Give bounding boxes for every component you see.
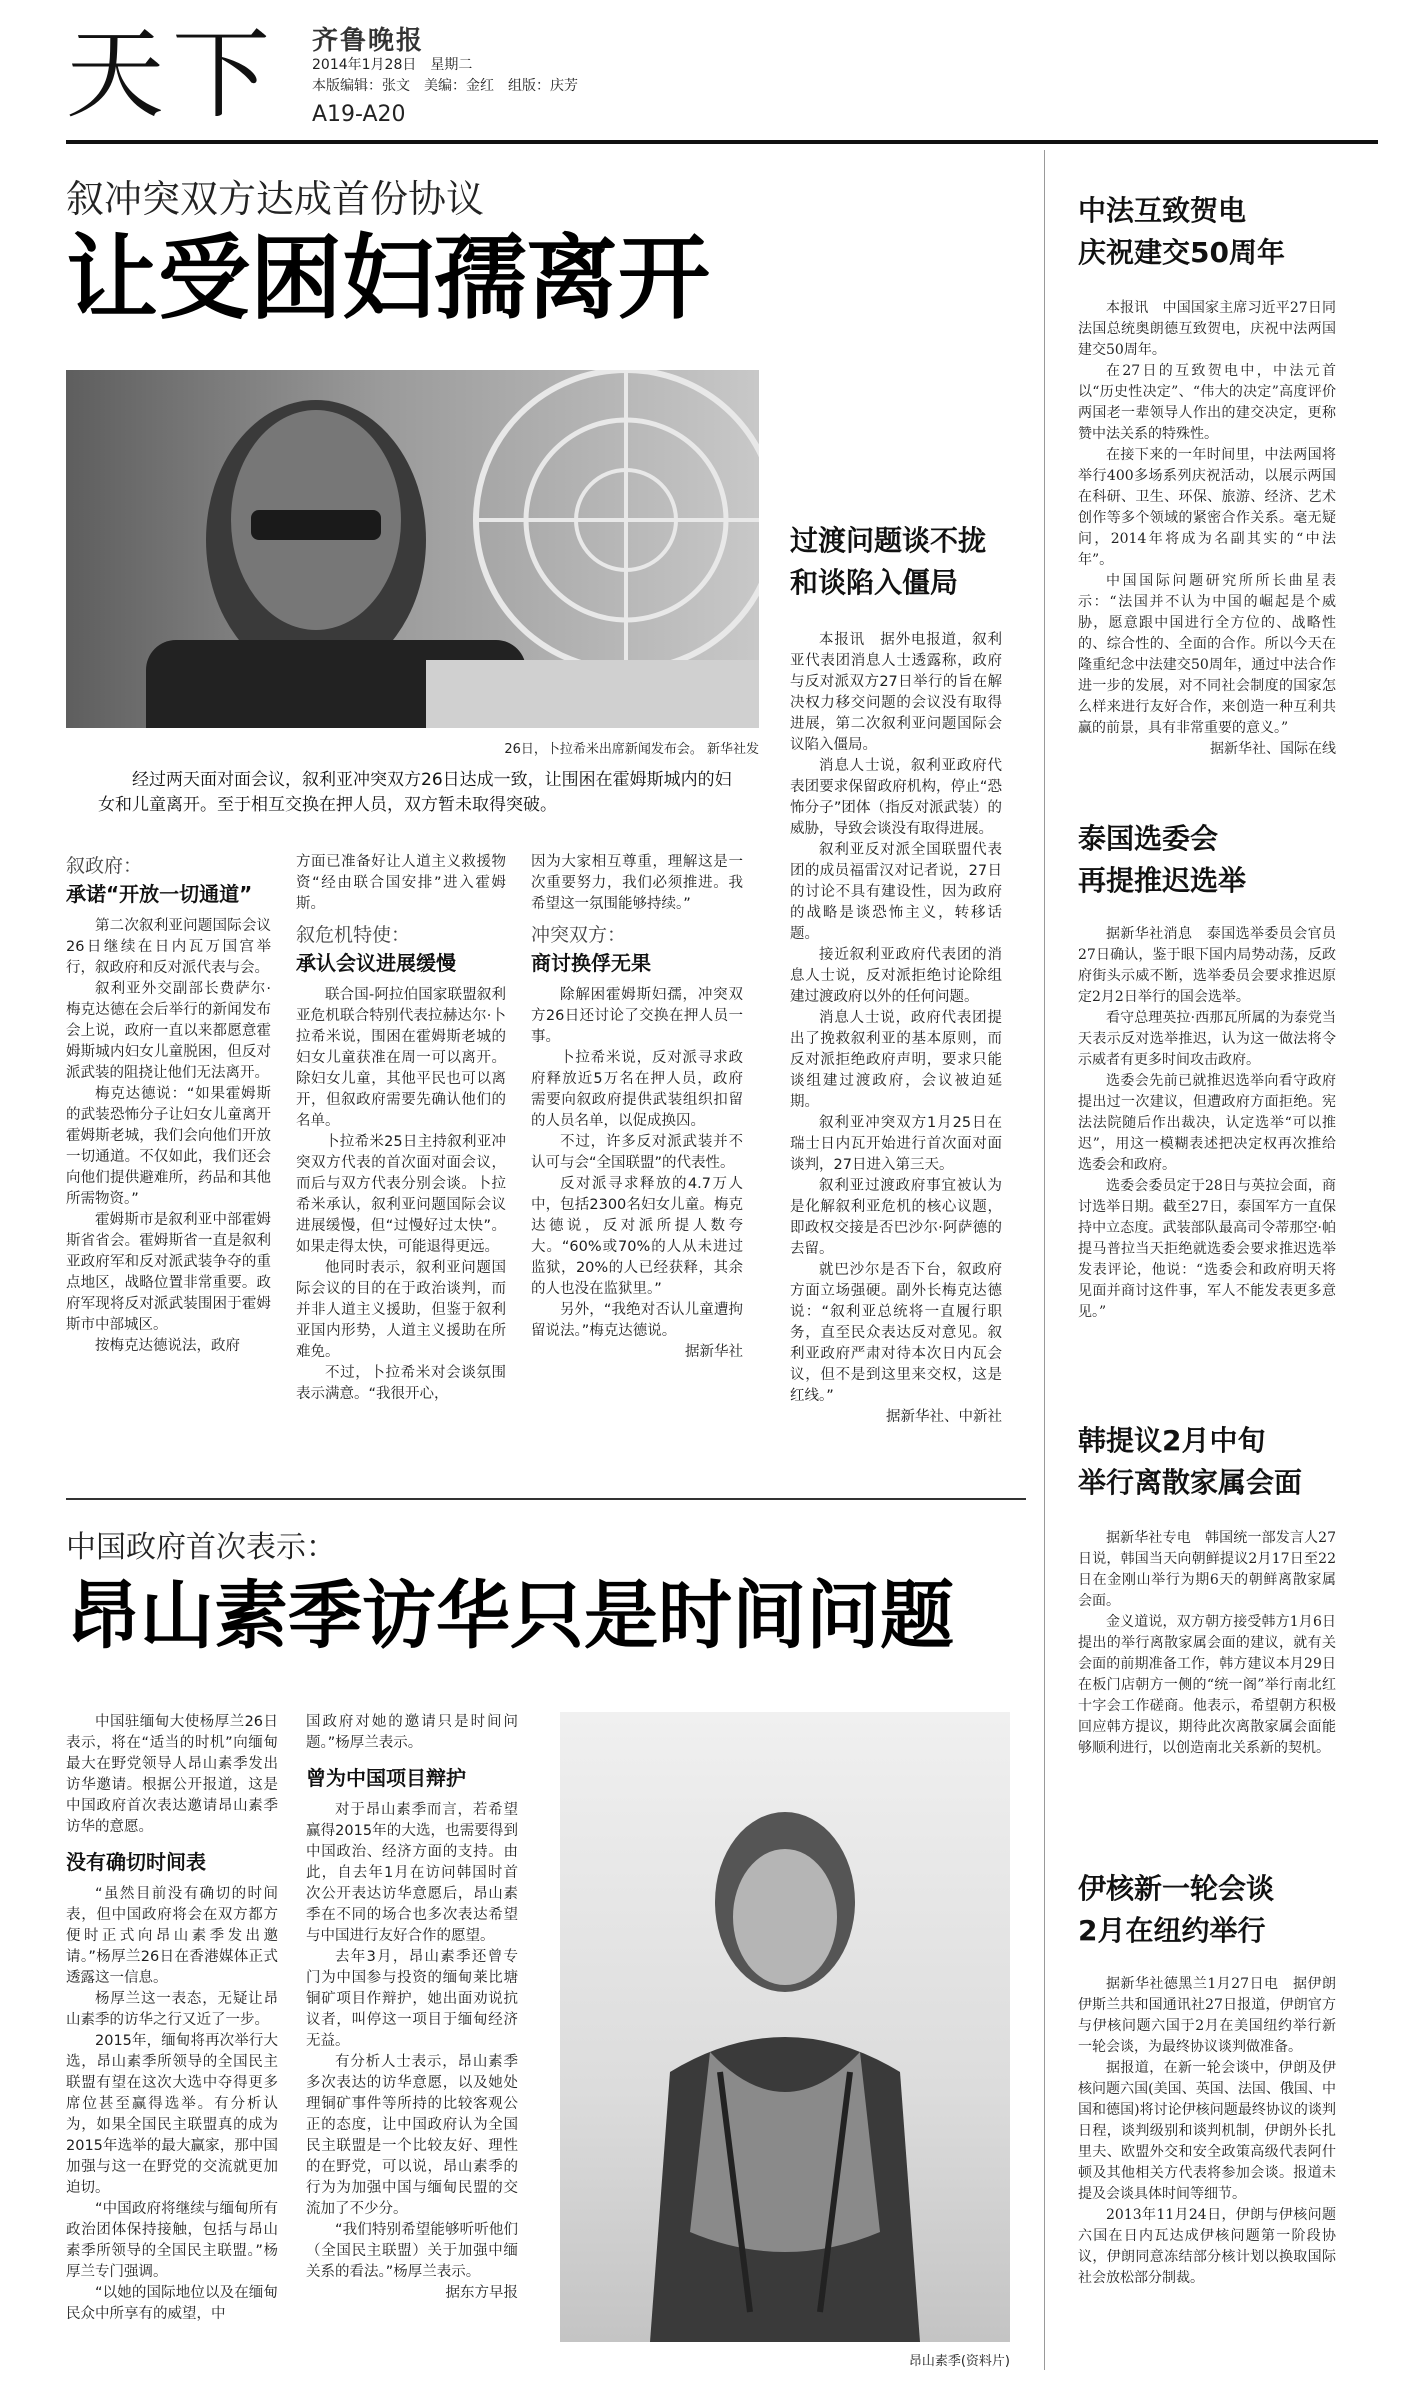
paragraph: 联合国-阿拉伯国家联盟叙利亚危机联合特别代表拉赫达尔·卜拉希米说，围困在霍姆斯老城的妇女儿童获准在周一可以离开。除妇女儿童，其他平民也可以离开，但叙政府需要先确认他们的名单。 [296,987,506,1129]
story1-caption: 26日，卜拉希米出席新闻发布会。 新华社发 [504,742,759,757]
paragraph: 卜拉希米说，反对派寻求政府释放近5万名在押人员，政府需要向叙政府提供武装组织扣留的人员名单，以促成换囚。 [531,1050,743,1129]
brief-heading-line: 庆祝建交50周年 [1078,236,1285,269]
story2-source: 据东方早报 [445,2285,518,2301]
paragraph: 不过，卜拉希米对会谈氛围表示满意。“我很开心， [296,1365,506,1402]
story1-column-4 [790,630,1002,1458]
paragraph: 2013年11月24日，伊朗与伊核问题六国在日内瓦达成伊核问题第一阶段协议，伊朗同意冻结部分核计划以换取国际社会放松部分制裁。 [1078,2207,1336,2286]
paragraph: 除解困霍姆斯妇孺，冲突双方26日还讨论了交换在押人员一事。 [531,987,743,1045]
story2-column-1 [66,1712,278,2372]
section3-heading: 商讨换俘无果 [531,951,651,975]
paragraph: 叙利亚外交副部长费萨尔·梅克达德在会后举行的新闻发布会上说，政府一直以来都愿意霍姆斯城内妇女儿童脱困，但反对派武装的阻挠让他们无法离开。 [66,981,271,1081]
paragraph: 就巴沙尔是否下台，叙政府方面立场强硬。副外长梅克达德说：“叙利亚总统将一直履行职务，直至民众表达反对意见。叙利亚政府严肃对待本次日内瓦会议，但不是到这里来交权，这是红线。” [790,1262,1002,1404]
brief-heading-line: 泰国选委会 [1078,822,1219,855]
paragraph: “以她的国际地位以及在缅甸民众中所享有的威望，中 [66,2285,278,2322]
paragraph: 选委会先前已就推迟选举向看守政府提出过一次建议，但遭政府方面拒绝。宪法法院随后作出裁决，认定选举“可以推迟”，用这一模糊表述把决定权再次推给选委会和政府。 [1078,1073,1336,1173]
story1-side-source: 据新华社、中新社 [886,1409,1002,1425]
paragraph: 梅克达德说：“如果霍姆斯的武装恐怖分子让妇女儿童离开霍姆斯老城，我们会向他们开放一切通道。不仅如此，我们还会向他们提供避难所，药品和其他所需物资。” [66,1086,271,1207]
sidebar-divider [1044,150,1045,2370]
paragraph: 有分析人士表示，昂山素季多次表达的访华意愿，以及她处理铜矿事件等所持的比较客观公正的态度，让中国政府认为全国民主联盟是一个比较友好、理性的在野党，可以说，昂山素季的行为为加强中国与缅甸民盟的交流加了不少分。 [306,2054,518,2217]
paragraph: 在27日的互致贺电中，中法元首以“历史性决定”、“伟大的决定”高度评价两国老一辈领导人作出的建交决定，更称赞中法关系的特殊性。 [1078,363,1336,442]
suu-kyi-photo-illustration [560,1712,1010,2342]
paragraph: 据报道，在新一轮会谈中，伊朗及伊核问题六国(美国、英国、法国、俄国、中国和德国)将讨论伊核问题最终协议的谈判日程，谈判级别和谈判机制，伊朗外长扎里夫、欧盟外交和安全政策高级代表阿什顿及其他相关方代表将参加会谈。报道未提及会谈具体时间等细节。 [1078,2060,1336,2202]
paragraph: 消息人士说，叙利亚政府代表团要求保留政府机构，停止“恐怖分子”团体（指反对派武装）的威胁，导致会谈没有取得进展。 [790,758,1002,837]
paragraph: 叙利亚反对派全国联盟代表团的成员福雷汉对记者说，27日的讨论不具有建设性，因为政府的战略是谈恐怖主义，转移话题。 [790,842,1002,942]
story2-photo [560,1712,1010,2342]
issue-weekday: 星期二 [430,57,473,73]
brief-heading-line: 再提推迟选举 [1078,864,1247,897]
paragraph: 2015年，缅甸将再次举行大选，昂山素季所领导的全国民主联盟有望在这次大选中夺得更多席位甚至赢得选举。有分析认为，如果全国民主联盟真的成为2015年选举的最大赢家，那中国加强与这一在野党的交流就更加迫切。 [66,2033,278,2196]
brief-heading-line: 韩提议2月中旬 [1078,1424,1266,1457]
brief-heading-line: 中法互致贺电 [1078,194,1247,227]
paragraph: 看守总理英拉·西那瓦所属的为泰党当天表示反对选举推迟，认为这一做法将令示威者有更多时间攻击政府。 [1078,1010,1336,1068]
paragraph: “我们特别希望能够听听他们（全国民主联盟）关于加强中缅关系的看法。”杨厚兰表示。 [306,2222,518,2280]
brief3-body [1078,1528,1336,1848]
paragraph: 金义道说，双方朝方接受韩方1月6日提出的举行离散家属会面的建议，就有关会面的前期准备工作，韩方建议本月29日在板门店朝方一侧的“统一阁”举行南北红十字会工作磋商。他表示，希望朝方积极回应韩方提议，期待此次离散家属会面能够顺利进行，以创造南北关系新的契机。 [1078,1614,1336,1756]
brahimi-photo-illustration [66,370,759,728]
paragraph: 叙利亚冲突双方1月25日在瑞士日内瓦开始进行首次面对面谈判，27日进入第三天。 [790,1115,1002,1173]
paragraph: 卜拉希米25日主持叙利亚冲突双方代表的首次面对面会议，而后与双方代表分别会谈。卜拉希米承认，叙利亚问题国际会议进展缓慢，但“过慢好过太快”。如果走得太快，可能退得更远。 [296,1134,506,1255]
issue-date: 2014年1月28日 [312,57,417,73]
story1-column-3 [531,852,743,1456]
story1-headline: 让受困妇孺离开 [66,225,711,332]
brief-heading-line: 伊核新一轮会谈 [1078,1872,1275,1905]
paragraph: 据新华社消息 泰国选举委员会官员27日确认，鉴于眼下国内局势动荡，反政府街头示威不断，选举委员会要求推迟原定2月2日举行的国会选举。 [1078,926,1336,1005]
paragraph: 中国驻缅甸大使杨厚兰26日表示，将在“适当的时机”向缅甸最大在野党领导人昂山素季发出访华邀请。根据公开报道，这是中国政府首次表达邀请昂山素季访华的意愿。 [66,1714,278,1835]
story2-column-2 [306,1712,518,2372]
story-divider [66,1498,1026,1500]
brief-heading-line: 举行离散家属会面 [1078,1466,1303,1499]
paragraph: 另外，“我绝对否认儿童遭拘留说法。”梅克达德说。 [531,1302,743,1339]
paragraph: “中国政府将继续与缅甸所有政治团体保持接触，包括与昂山素季所领导的全国民主联盟。”杨厚兰专门强调。 [66,2201,278,2280]
section-title: 天下 [66,18,279,132]
paragraph: 去年3月，昂山素季还曾专门为中国参与投资的缅甸莱比塘铜矿项目作辩护，她出面劝说抗议者，叫停这一项目于缅甸经济无益。 [306,1949,518,2049]
brief2-body [1078,924,1336,1398]
paragraph: 中国国际问题研究所所长曲星表示：“法国并不认为中国的崛起是个威胁，愿意跟中国进行全方位的、战略性的、综合性的、全面的合作。所以今天在隆重纪念中法建交50周年，通过中法合作进一步的发展，对不同社会制度的国家怎么样来进行友好合作，来创造一种互利共赢的前景，具有非常重要的意义。” [1078,573,1336,736]
side-heading-line: 和谈陷入僵局 [790,566,959,599]
story1-lead: 经过两天面对面会议，叙利亚冲突双方26日达成一致，让围困在霍姆斯城内的妇女和儿童离开。至于相互交换在押人员，双方暂未取得突破。 [98,770,732,815]
story2-caption: 昂山素季(资料片) [908,2354,1010,2369]
brief3-heading [1078,1420,1378,1504]
section1-kicker: 叙政府： [66,855,143,877]
paragraph: 杨厚兰这一表态，无疑让昂山素季的访华之行又近了一步。 [66,1991,278,2028]
side-heading-line: 过渡问题谈不拢 [790,524,987,557]
paragraph: 按梅克达德说法，政府 [95,1338,240,1354]
paragraph: 本报讯 据外电报道，叙利亚代表团消息人士透露称，政府与反对派双方27日举行的旨在解决权力移交问题的会议没有取得进展，第二次叙利亚问题国际会议陷入僵局。 [790,632,1002,753]
paragraph: 第二次叙利亚问题国际会议26日继续在日内瓦万国宫举行，叙政府和反对派代表与会。 [66,918,271,976]
paragraph: 据新华社专电 韩国统一部发言人27日说，韩国当天向朝鲜提议2月17日至22日在金刚山举行为期6天的朝鲜离散家属会面。 [1078,1530,1336,1609]
paragraph: 他同时表示，叙利亚问题国际会议的目的在于政治谈判，而并非人道主义援助，但鉴于叙利亚国内形势，人道主义援助在所难免。 [296,1260,506,1360]
paragraph: 方面已准备好让人道主义救援物资“经由联合国安排”进入霍姆斯。 [296,854,506,912]
paragraph: 消息人士说，政府代表团提出了挽救叙利亚的基本原则，而反对派拒绝政府声明，要求只能谈组建过渡政府，会议被迫延期。 [790,1010,1002,1110]
story2-kicker: 中国政府首次表示： [66,1530,336,1565]
paragraph: 因为大家相互尊重，理解这是一次重要努力，我们必须推进。我希望这一氛围能够持续。” [531,854,743,912]
story1-column-1 [66,852,271,1424]
paragraph: 接近叙利亚政府代表团的消息人士说，反对派拒绝讨论除组建过渡政府以外的任何问题。 [790,947,1002,1005]
story1-column-2 [296,852,506,1424]
paragraph: 对于昂山素季而言，若希望赢得2015年的大选，也需要得到中国政治、经济方面的支持。由此，自去年1月在访问韩国时首次公开表达访华意愿后，昂山素季在不同的场合也多次表达希望与中国进行友好合作的愿望。 [306,1802,518,1944]
brief4-heading [1078,1868,1378,1952]
brief-heading-line: 2月在纽约举行 [1078,1914,1266,1947]
paragraph: “虽然目前没有确切的时间表，但中国政府将会在双方都方便时正式向昂山素季发出邀请。”杨厚兰26日在香港媒体正式透露这一信息。 [66,1886,278,1986]
story1-kicker: 叙冲突双方达成首份协议 [66,177,485,221]
paragraph: 本报讯 中国国家主席习近平27日同法国总统奥朗德互致贺电，庆祝中法两国建交50周年。 [1078,300,1336,358]
page-range: A19-A20 [312,102,406,127]
paragraph: 选委会委员定于28日与英拉会面，商讨选举日期。截至27日，泰国军方一直保持中立态度。武装部队最高司令蒂那空·帕提马普拉当天拒绝就选委会要求推迟选举发表评论，他说：“选委会和政府明天将见面并商讨这件事，军人不能发表更多意见。” [1078,1178,1336,1320]
section2-heading: 承认会议进展缓慢 [296,951,456,975]
story1-source: 据新华社 [685,1344,743,1360]
paragraph: 不过，许多反对派武装并不认可与会“全国联盟”的代表性。 [531,1134,743,1171]
paragraph: 在接下来的一年时间里，中法两国将举行400多场系列庆祝活动，以展示两国在科研、卫生、环保、旅游、经济、艺术创作等多个领域的紧密合作关系。毫无疑问，2014年将成为名副其实的“中法年”。 [1078,447,1336,568]
brief2-heading [1078,818,1378,902]
paragraph: 叙利亚过渡政府事宜被认为是化解叙利亚危机的核心议题，即政权交接是否巴沙尔·阿萨德的去留。 [790,1178,1002,1257]
paragraph: 霍姆斯市是叙利亚中部霍姆斯省省会。霍姆斯省一直是叙利亚政府军和反对派武装争夺的重点地区，战略位置非常重要。政府军现将反对派武装围困于霍姆斯市中部城区。 [66,1212,271,1333]
paragraph: 反对派寻求释放的4.7万人中，包括2300名妇女儿童。梅克达德说，反对派所提人数夸大。“60%或70%的人从未进过监狱，20%的人已经获释，其余的人也没在监狱里。” [531,1176,743,1297]
section1-heading: 承诺“开放一切通道” [66,882,253,906]
editor-credits: 本版编辑：张文 美编：金红 组版：庆芳 [312,78,578,94]
brief1-body [1078,298,1336,790]
issue-meta [312,55,578,97]
section2-kicker: 叙危机特使： [296,924,411,946]
brief1-source: 据新华社、国际在线 [1210,741,1336,757]
brief4-body [1078,1974,1336,2374]
story2-section2-heading: 曾为中国项目辩护 [306,1766,466,1790]
masthead-rule [66,140,1378,144]
story2-section1-heading: 没有确切时间表 [66,1850,206,1874]
story2-headline: 昂山素季访华只是时间问题 [66,1573,954,1659]
section3-kicker: 冲突双方： [531,924,627,946]
paragraph: 据新华社德黑兰1月27日电 据伊朗伊斯兰共和国通讯社27日报道，伊朗官方与伊核问题六国于2月在美国纽约举行新一轮会谈，为最终协议谈判做准备。 [1078,1976,1336,2055]
story1-photo [66,370,759,728]
brief1-heading [1078,190,1378,274]
paragraph: 国政府对她的邀请只是时间问题。”杨厚兰表示。 [306,1714,518,1751]
story1-side-heading [790,520,1020,604]
newspaper-logo: 齐鲁晚报 [312,26,425,56]
